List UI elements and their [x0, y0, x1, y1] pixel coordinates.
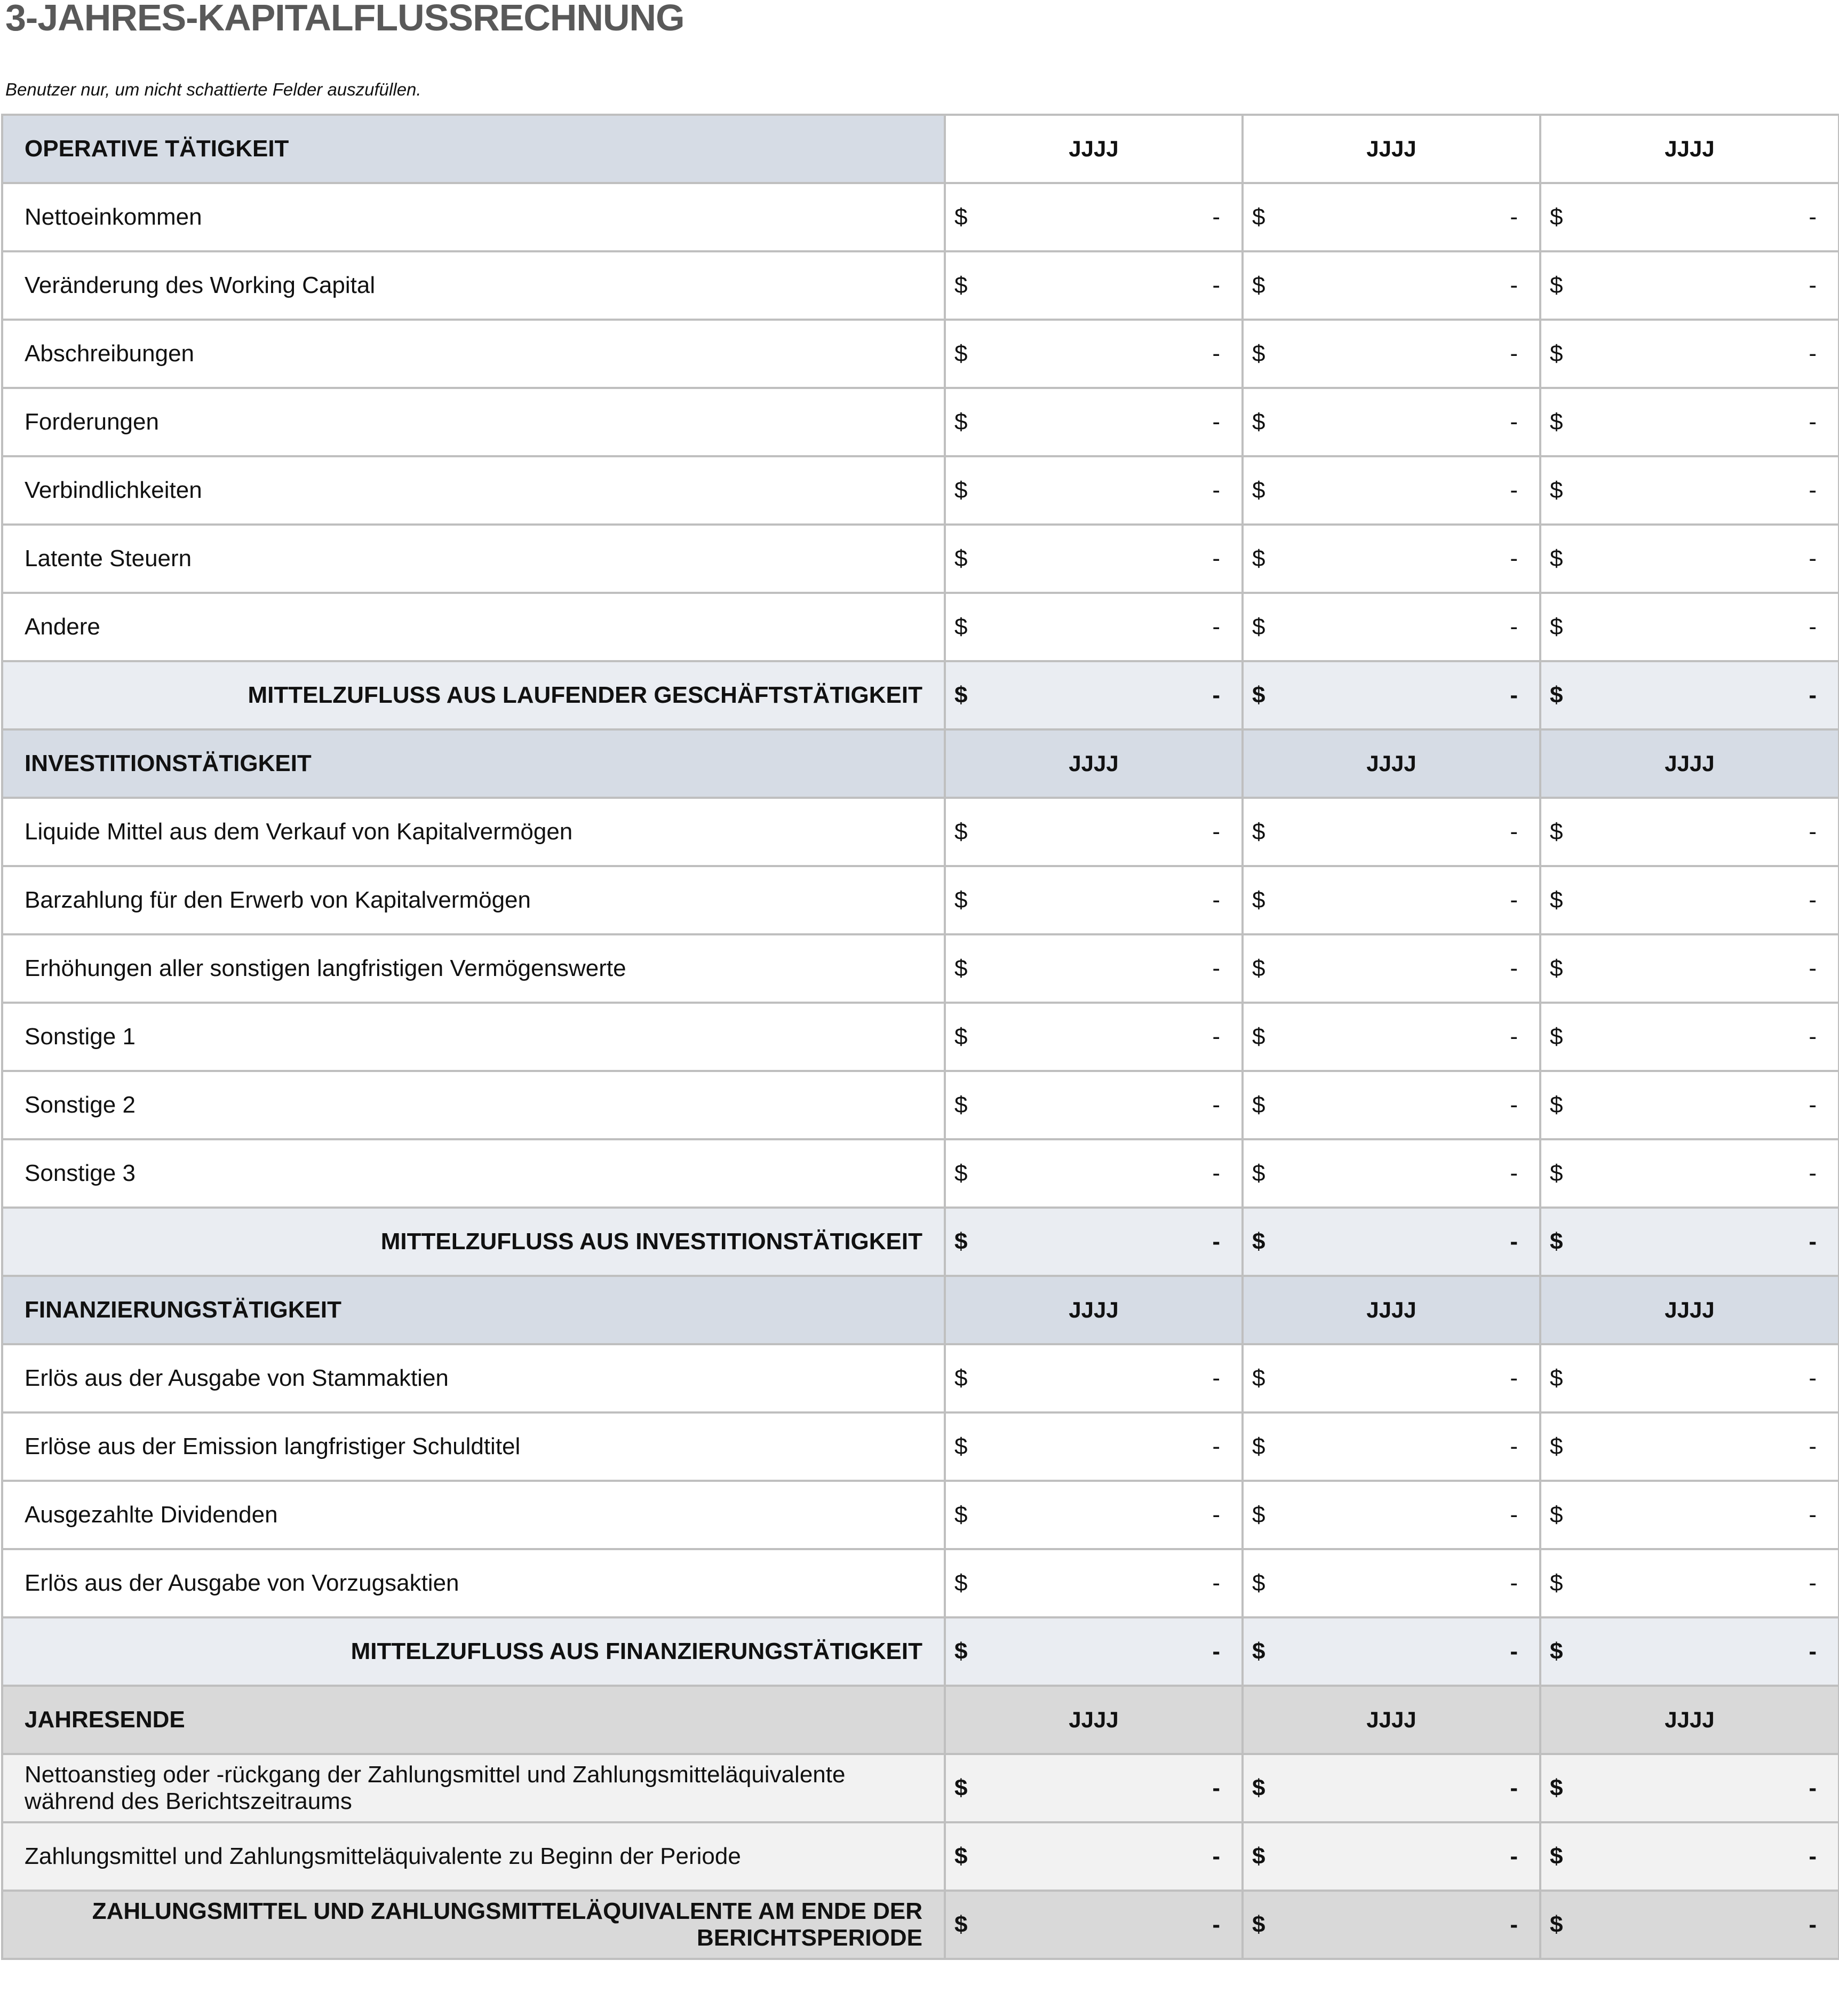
currency-symbol: $ — [1550, 1638, 1563, 1664]
value-cell[interactable] — [1540, 1412, 1839, 1481]
currency-symbol: $ — [1550, 1365, 1563, 1391]
value-cell[interactable] — [945, 866, 1243, 934]
amount: - — [1510, 1843, 1518, 1869]
row-label: Zahlungsmittel und Zahlungsmitteläquivalente zu Beginn der Periode — [2, 1822, 945, 1891]
amount: - — [1809, 1775, 1817, 1801]
value-cell[interactable] — [1243, 1822, 1540, 1891]
amount: - — [1510, 409, 1518, 435]
amount: - — [1809, 1433, 1817, 1459]
value-cell[interactable] — [945, 1481, 1243, 1549]
amount: - — [1212, 1433, 1220, 1459]
value-cell[interactable] — [1540, 388, 1839, 456]
total-label: MITTELZUFLUSS AUS INVESTITIONSTÄTIGKEIT — [2, 1208, 945, 1276]
currency-symbol: $ — [1550, 1911, 1563, 1938]
currency-symbol: $ — [954, 1160, 968, 1186]
value-cell[interactable] — [945, 1003, 1243, 1071]
investing-total-row — [2, 1208, 1839, 1276]
currency-symbol: $ — [1550, 1092, 1563, 1118]
currency-symbol: $ — [1252, 955, 1265, 981]
value-cell[interactable] — [1243, 251, 1540, 320]
value-cell[interactable] — [1540, 1822, 1839, 1891]
value-cell[interactable] — [1243, 525, 1540, 593]
amount: - — [1510, 1365, 1518, 1391]
amount: - — [1212, 1092, 1220, 1118]
value-cell[interactable] — [945, 1549, 1243, 1617]
value-cell[interactable] — [1540, 798, 1839, 866]
row-label: Nettoanstieg oder -rückgang der Zahlungsmittel und Zahlungsmitteläquivalente während des Berichtszeitraums — [2, 1754, 945, 1822]
currency-symbol: $ — [1550, 1023, 1563, 1050]
amount: - — [1212, 682, 1220, 708]
value-cell[interactable] — [1243, 1003, 1540, 1071]
year-header[interactable]: JJJJ — [1540, 1686, 1839, 1754]
value-cell[interactable] — [1540, 1003, 1839, 1071]
currency-symbol: $ — [1252, 1228, 1265, 1255]
year-end-total-row — [2, 1891, 1839, 1959]
currency-symbol: $ — [1252, 1160, 1265, 1186]
value-cell[interactable] — [1540, 1344, 1839, 1412]
currency-symbol: $ — [954, 1911, 968, 1938]
value-cell[interactable] — [945, 593, 1243, 661]
row-label: Sonstige 2 — [2, 1071, 945, 1139]
value-cell[interactable] — [945, 183, 1243, 251]
amount: - — [1809, 1570, 1817, 1596]
row-label: Sonstige 1 — [2, 1003, 945, 1071]
value-cell — [1243, 1208, 1540, 1276]
currency-symbol: $ — [1550, 545, 1563, 572]
amount: - — [1809, 409, 1817, 435]
total-label: MITTELZUFLUSS AUS LAUFENDER GESCHÄFTSTÄTIGKEIT — [2, 661, 945, 729]
amount: - — [1510, 682, 1518, 708]
year-header[interactable]: JJJJ — [1540, 1276, 1839, 1344]
amount: - — [1809, 272, 1817, 298]
value-cell[interactable] — [1540, 1754, 1839, 1822]
amount: - — [1212, 1911, 1220, 1938]
currency-symbol: $ — [954, 204, 968, 230]
amount: - — [1809, 1092, 1817, 1118]
currency-symbol: $ — [1550, 614, 1563, 640]
amount: - — [1212, 1843, 1220, 1869]
currency-symbol: $ — [1550, 955, 1563, 981]
year-header[interactable]: JJJJ — [1243, 1276, 1540, 1344]
value-cell — [1243, 1617, 1540, 1686]
currency-symbol: $ — [954, 340, 968, 367]
currency-symbol: $ — [1252, 545, 1265, 572]
currency-symbol: $ — [1550, 409, 1563, 435]
amount: - — [1809, 477, 1817, 503]
row-label: Ausgezahlte Dividenden — [2, 1481, 945, 1549]
value-cell[interactable] — [945, 1822, 1243, 1891]
amount: - — [1510, 614, 1518, 640]
value-cell[interactable] — [1540, 183, 1839, 251]
amount: - — [1212, 477, 1220, 503]
currency-symbol: $ — [1550, 1843, 1563, 1869]
currency-symbol: $ — [1550, 477, 1563, 503]
currency-symbol: $ — [1252, 887, 1265, 913]
table-row — [2, 251, 1839, 320]
value-cell[interactable] — [945, 320, 1243, 388]
amount: - — [1510, 1502, 1518, 1528]
table-row — [2, 1822, 1839, 1891]
value-cell — [1243, 1891, 1540, 1959]
instructions-note: Benutzer nur, um nicht schattierte Felder auszufüllen. — [5, 80, 421, 99]
amount: - — [1212, 204, 1220, 230]
value-cell — [945, 1891, 1243, 1959]
amount: - — [1809, 887, 1817, 913]
currency-symbol: $ — [1252, 1365, 1265, 1391]
value-cell[interactable] — [1243, 1139, 1540, 1208]
operating-header-row — [2, 115, 1839, 183]
value-cell[interactable] — [1540, 1481, 1839, 1549]
financing-total-row — [2, 1617, 1839, 1686]
value-cell[interactable] — [945, 525, 1243, 593]
amount: - — [1212, 614, 1220, 640]
value-cell — [1540, 1208, 1839, 1276]
currency-symbol: $ — [1252, 272, 1265, 298]
amount: - — [1212, 272, 1220, 298]
total-label: MITTELZUFLUSS AUS FINANZIERUNGSTÄTIGKEIT — [2, 1617, 945, 1686]
currency-symbol: $ — [954, 955, 968, 981]
currency-symbol: $ — [1550, 1502, 1563, 1528]
currency-symbol: $ — [1252, 1092, 1265, 1118]
value-cell[interactable] — [1243, 1071, 1540, 1139]
value-cell[interactable] — [945, 1071, 1243, 1139]
value-cell[interactable] — [1243, 934, 1540, 1003]
amount: - — [1510, 1570, 1518, 1596]
value-cell[interactable] — [1243, 1344, 1540, 1412]
value-cell[interactable] — [1243, 1481, 1540, 1549]
currency-symbol: $ — [1550, 1228, 1563, 1255]
amount: - — [1809, 1911, 1817, 1938]
value-cell[interactable] — [1243, 1754, 1540, 1822]
value-cell[interactable] — [945, 388, 1243, 456]
currency-symbol: $ — [1550, 819, 1563, 845]
value-cell[interactable] — [1243, 320, 1540, 388]
currency-symbol: $ — [1252, 409, 1265, 435]
currency-symbol: $ — [1550, 1775, 1563, 1801]
row-label: Veränderung des Working Capital — [2, 251, 945, 320]
row-label: Liquide Mittel aus dem Verkauf von Kapitalvermögen — [2, 798, 945, 866]
value-cell[interactable] — [945, 1139, 1243, 1208]
row-label: Erlöse aus der Emission langfristiger Schuldtitel — [2, 1412, 945, 1481]
value-cell[interactable] — [945, 1344, 1243, 1412]
currency-symbol: $ — [1252, 819, 1265, 845]
value-cell — [945, 661, 1243, 729]
year-header[interactable]: JJJJ — [1243, 1686, 1540, 1754]
currency-symbol: $ — [1252, 682, 1265, 708]
value-cell — [1540, 1891, 1839, 1959]
currency-symbol: $ — [954, 1843, 968, 1869]
year-header[interactable]: JJJJ — [1243, 115, 1540, 183]
currency-symbol: $ — [954, 1638, 968, 1664]
value-cell — [945, 1208, 1243, 1276]
amount: - — [1510, 1228, 1518, 1255]
amount: - — [1809, 1638, 1817, 1664]
year-header[interactable]: JJJJ — [945, 115, 1243, 183]
value-cell[interactable] — [1540, 456, 1839, 525]
currency-symbol: $ — [1252, 1502, 1265, 1528]
page-title: 3-JAHRES-KAPITALFLUSSRECHNUNG — [5, 0, 684, 38]
amount: - — [1510, 272, 1518, 298]
amount: - — [1510, 819, 1518, 845]
amount: - — [1809, 1160, 1817, 1186]
value-cell[interactable] — [1540, 320, 1839, 388]
currency-symbol: $ — [954, 1092, 968, 1118]
amount: - — [1212, 955, 1220, 981]
amount: - — [1212, 1228, 1220, 1255]
value-cell — [1540, 1617, 1839, 1686]
value-cell[interactable] — [1540, 1549, 1839, 1617]
currency-symbol: $ — [1550, 1433, 1563, 1459]
row-label: Erhöhungen aller sonstigen langfristigen Vermögenswerte — [2, 934, 945, 1003]
value-cell[interactable] — [1243, 183, 1540, 251]
currency-symbol: $ — [1550, 887, 1563, 913]
year-end-header-row — [2, 1686, 1839, 1754]
amount: - — [1510, 1775, 1518, 1801]
operating-total-row — [2, 661, 1839, 729]
currency-symbol: $ — [1252, 1433, 1265, 1459]
table-row — [2, 456, 1839, 525]
table-row — [2, 1344, 1839, 1412]
row-label: Verbindlichkeiten — [2, 456, 945, 525]
currency-symbol: $ — [1550, 204, 1563, 230]
currency-symbol: $ — [954, 409, 968, 435]
amount: - — [1510, 545, 1518, 572]
amount: - — [1212, 887, 1220, 913]
table-row — [2, 1481, 1839, 1549]
value-cell[interactable] — [1243, 456, 1540, 525]
section-heading: OPERATIVE TÄTIGKEIT — [2, 115, 945, 183]
value-cell[interactable] — [945, 456, 1243, 525]
currency-symbol: $ — [1252, 340, 1265, 367]
value-cell[interactable] — [1540, 251, 1839, 320]
value-cell[interactable] — [1243, 866, 1540, 934]
table-row — [2, 320, 1839, 388]
value-cell[interactable] — [1243, 388, 1540, 456]
amount: - — [1212, 1638, 1220, 1664]
amount: - — [1809, 204, 1817, 230]
value-cell — [1243, 661, 1540, 729]
currency-symbol: $ — [1550, 1160, 1563, 1186]
table-row — [2, 1412, 1839, 1481]
row-label: Andere — [2, 593, 945, 661]
row-label: Erlös aus der Ausgabe von Stammaktien — [2, 1344, 945, 1412]
row-label: Barzahlung für den Erwerb von Kapitalvermögen — [2, 866, 945, 934]
currency-symbol: $ — [954, 1502, 968, 1528]
currency-symbol: $ — [1252, 1023, 1265, 1050]
amount: - — [1212, 1502, 1220, 1528]
row-label: Abschreibungen — [2, 320, 945, 388]
value-cell[interactable] — [1243, 593, 1540, 661]
table-row — [2, 1139, 1839, 1208]
value-cell[interactable] — [1243, 1549, 1540, 1617]
amount: - — [1212, 409, 1220, 435]
currency-symbol: $ — [954, 1365, 968, 1391]
amount: - — [1212, 1160, 1220, 1186]
value-cell[interactable] — [1540, 866, 1839, 934]
table-row — [2, 1003, 1839, 1071]
amount: - — [1809, 1023, 1817, 1050]
currency-symbol: $ — [954, 1775, 968, 1801]
amount: - — [1510, 1092, 1518, 1118]
table-row — [2, 388, 1839, 456]
value-cell — [1540, 661, 1839, 729]
amount: - — [1510, 955, 1518, 981]
section-heading: FINANZIERUNGSTÄTIGKEIT — [2, 1276, 945, 1344]
currency-symbol: $ — [1252, 477, 1265, 503]
amount: - — [1212, 1570, 1220, 1596]
value-cell[interactable] — [1540, 1071, 1839, 1139]
amount: - — [1510, 477, 1518, 503]
table-row — [2, 1549, 1839, 1617]
amount: - — [1809, 682, 1817, 708]
amount: - — [1809, 1502, 1817, 1528]
row-label: Sonstige 3 — [2, 1139, 945, 1208]
table-row — [2, 183, 1839, 251]
amount: - — [1212, 545, 1220, 572]
value-cell[interactable] — [1243, 1412, 1540, 1481]
amount: - — [1809, 1365, 1817, 1391]
row-label: Latente Steuern — [2, 525, 945, 593]
currency-symbol: $ — [954, 614, 968, 640]
value-cell[interactable] — [945, 798, 1243, 866]
amount: - — [1510, 1160, 1518, 1186]
year-header[interactable]: JJJJ — [1540, 729, 1839, 798]
amount: - — [1510, 1911, 1518, 1938]
row-label: Erlös aus der Ausgabe von Vorzugsaktien — [2, 1549, 945, 1617]
section-heading: JAHRESENDE — [2, 1686, 945, 1754]
value-cell[interactable] — [1540, 525, 1839, 593]
row-label: Nettoeinkommen — [2, 183, 945, 251]
currency-symbol: $ — [954, 272, 968, 298]
amount: - — [1809, 955, 1817, 981]
amount: - — [1212, 819, 1220, 845]
currency-symbol: $ — [954, 545, 968, 572]
value-cell — [945, 1617, 1243, 1686]
value-cell[interactable] — [1540, 934, 1839, 1003]
currency-symbol: $ — [954, 1228, 968, 1255]
amount: - — [1510, 1638, 1518, 1664]
amount: - — [1510, 204, 1518, 230]
amount: - — [1809, 614, 1817, 640]
currency-symbol: $ — [1252, 1638, 1265, 1664]
amount: - — [1809, 1843, 1817, 1869]
amount: - — [1510, 1433, 1518, 1459]
amount: - — [1510, 340, 1518, 367]
table-row — [2, 525, 1839, 593]
section-heading: INVESTITIONSTÄTIGKEIT — [2, 729, 945, 798]
year-header[interactable]: JJJJ — [945, 729, 1243, 798]
amount: - — [1809, 545, 1817, 572]
currency-symbol: $ — [1252, 1843, 1265, 1869]
value-cell[interactable] — [1540, 593, 1839, 661]
value-cell[interactable] — [945, 251, 1243, 320]
year-header[interactable]: JJJJ — [945, 1276, 1243, 1344]
table-row — [2, 1071, 1839, 1139]
currency-symbol: $ — [1252, 614, 1265, 640]
cash-flow-table — [1, 114, 1839, 1960]
amount: - — [1212, 1023, 1220, 1050]
amount: - — [1212, 1365, 1220, 1391]
amount: - — [1212, 1775, 1220, 1801]
currency-symbol: $ — [1252, 1911, 1265, 1938]
amount: - — [1809, 819, 1817, 845]
row-label: Forderungen — [2, 388, 945, 456]
table-row — [2, 934, 1839, 1003]
currency-symbol: $ — [1252, 1775, 1265, 1801]
table-row — [2, 798, 1839, 866]
table-row — [2, 1754, 1839, 1822]
amount: - — [1809, 340, 1817, 367]
currency-symbol: $ — [954, 1433, 968, 1459]
total-label: ZAHLUNGSMITTEL UND ZAHLUNGSMITTELÄQUIVALENTE AM ENDE DER BERICHTSPERIODE — [2, 1891, 945, 1959]
currency-symbol: $ — [1252, 204, 1265, 230]
currency-symbol: $ — [954, 682, 968, 708]
year-header[interactable]: JJJJ — [1540, 115, 1839, 183]
currency-symbol: $ — [954, 1023, 968, 1050]
financing-header-row — [2, 1276, 1839, 1344]
investing-header-row — [2, 729, 1839, 798]
table-row — [2, 866, 1839, 934]
value-cell[interactable] — [945, 934, 1243, 1003]
value-cell[interactable] — [945, 1412, 1243, 1481]
currency-symbol: $ — [954, 1570, 968, 1596]
value-cell[interactable] — [1243, 798, 1540, 866]
value-cell[interactable] — [1540, 1139, 1839, 1208]
table-row — [2, 593, 1839, 661]
year-header[interactable]: JJJJ — [1243, 729, 1540, 798]
value-cell[interactable] — [945, 1754, 1243, 1822]
currency-symbol: $ — [954, 819, 968, 845]
amount: - — [1212, 340, 1220, 367]
amount: - — [1510, 1023, 1518, 1050]
currency-symbol: $ — [1550, 340, 1563, 367]
currency-symbol: $ — [1550, 682, 1563, 708]
currency-symbol: $ — [954, 477, 968, 503]
amount: - — [1809, 1228, 1817, 1255]
currency-symbol: $ — [1252, 1570, 1265, 1596]
amount: - — [1510, 887, 1518, 913]
year-header[interactable]: JJJJ — [945, 1686, 1243, 1754]
currency-symbol: $ — [954, 887, 968, 913]
currency-symbol: $ — [1550, 272, 1563, 298]
currency-symbol: $ — [1550, 1570, 1563, 1596]
